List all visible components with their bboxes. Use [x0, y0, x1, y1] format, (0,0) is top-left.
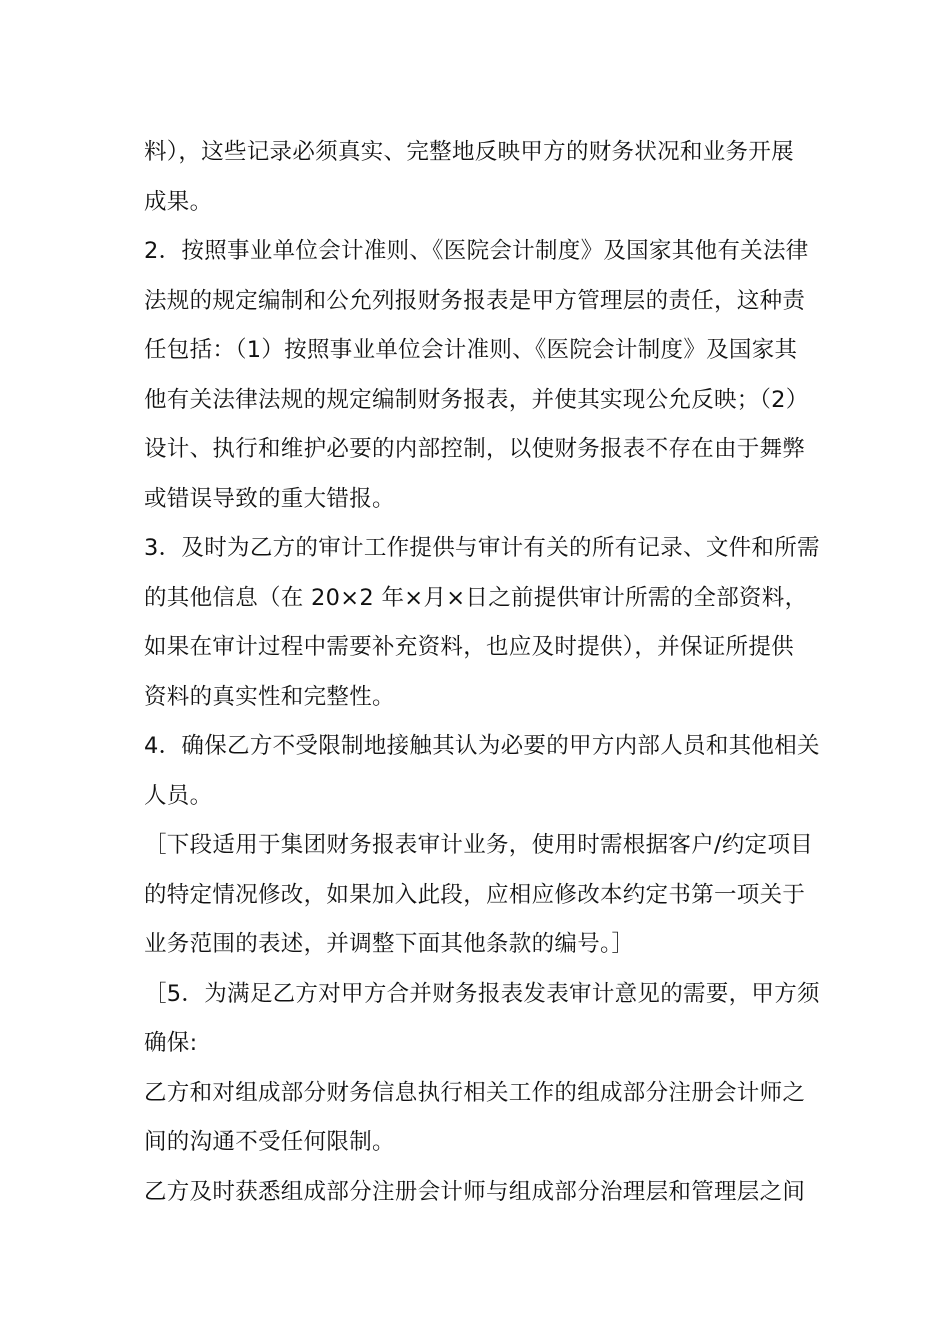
- text-line: ［5．为满足乙方对甲方合并财务报表发表审计意见的需要，甲方须: [144, 980, 820, 1007]
- text-line: 如果在审计过程中需要补充资料，也应及时提供），并保证所提供: [144, 634, 794, 660]
- text-line: 4．确保乙方不受限制地接触其认为必要的甲方内部人员和其他相关: [144, 733, 820, 759]
- text-line: 他有关法律法规的规定编制财务报表，并使其实现公允反映；（2）: [144, 386, 809, 413]
- text-line: 2．按照事业单位会计准则、《医院会计制度》及国家其他有关法律: [144, 238, 809, 264]
- text-line: 业务范围的表述，并调整下面其他条款的编号。］: [144, 931, 635, 957]
- text-line: 任包括：（1）按照事业单位会计准则、《医院会计制度》及国家其: [144, 337, 798, 363]
- text-line: 的特定情况修改，如果加入此段，应相应修改本约定书第一项关于: [144, 881, 806, 908]
- text-line: 确保:: [144, 1030, 198, 1056]
- text-line: 乙方及时获悉组成部分注册会计师与组成部分治理层和管理层之间: [144, 1178, 806, 1205]
- text-line: 法规的规定编制和公允列报财务报表是甲方管理层的责任，这种责: [144, 287, 806, 314]
- text-line: 3．及时为乙方的审计工作提供与审计有关的所有记录、文件和所需: [144, 535, 820, 561]
- text-line: 间的沟通不受任何限制。: [144, 1129, 395, 1155]
- text-line: 的其他信息（在 20×2 年×月×日之前提供审计所需的全部资料，: [144, 584, 808, 611]
- text-line: 成果。: [144, 188, 213, 215]
- text-line: 乙方和对组成部分财务信息执行相关工作的组成部分注册会计师之: [144, 1079, 806, 1106]
- text-line: 设计、执行和维护必要的内部控制，以使财务报表不存在由于舞弊: [144, 436, 806, 462]
- text-line: 料），这些记录必须真实、完整地反映甲方的财务状况和业务开展: [144, 139, 794, 165]
- text-line: 资料的真实性和完整性。: [144, 683, 395, 710]
- text-line: 或错误导致的重大错报。: [144, 485, 395, 512]
- text-line: ［下段适用于集团财务报表审计业务，使用时需根据客户/约定项目: [144, 832, 814, 858]
- text-line: 人员。: [144, 782, 213, 809]
- document-body: [144, 128, 824, 1217]
